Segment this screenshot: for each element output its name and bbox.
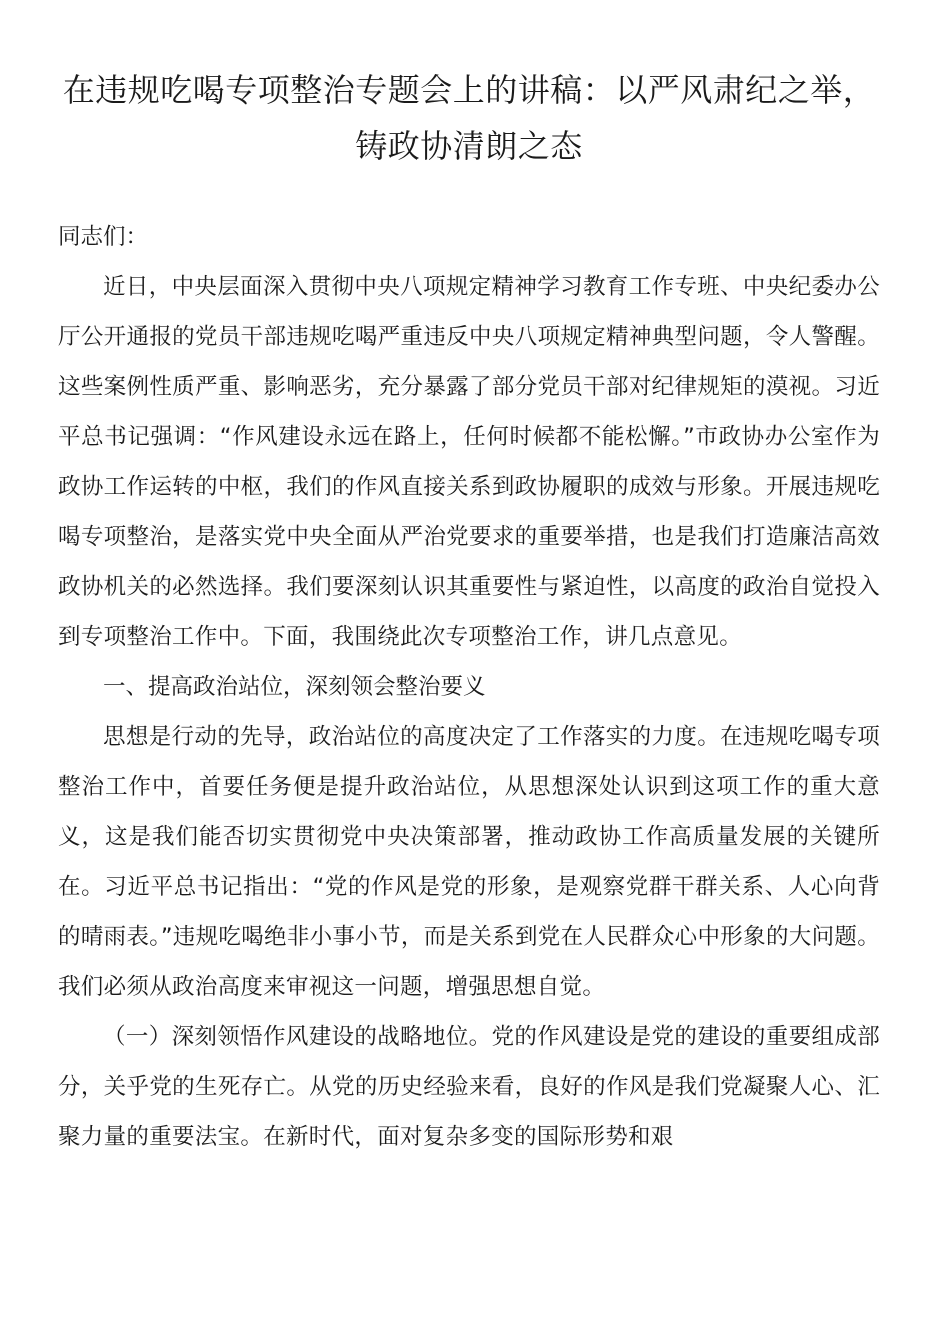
document-title: 在违规吃喝专项整治专题会上的讲稿：以严风肃纪之举，铸政协清朗之态	[62, 71, 876, 165]
section-heading-1: 一、提高政治站位，深刻领会整治要义	[103, 674, 486, 700]
section-1-paragraph: 思想是行动的先导，政治站位的高度决定了工作落实的力度。在违规吃喝专项整治工作中，首要任务便是提升政治站位，从思想深处认识到这项工作的重大意义，这是我们能否切实贯彻党中央决策部署，推动政协工作高质量发展的关键所在。习近平总书记指出：“党的作风是党的形象，是观察党群干群关系、人心向背的晴雨表。”违规吃喝绝非小事小节，而是关系到党在人民群众心中形象的大问题。我们必须从政治高度来审视这一问题，增强思想自觉。	[58, 724, 880, 1000]
document-page	[58, 62, 880, 1162]
salutation: 同志们：	[58, 224, 149, 250]
subsection-1-paragraph: （一）深刻领悟作风建设的战略地位。党的作风建设是党的建设的重要组成部分，关乎党的生死存亡。从党的历史经验来看，良好的作风是我们党凝聚人心、汇聚力量的重要法宝。在新时代，面对复杂多变的国际形势和艰	[58, 1024, 880, 1150]
intro-paragraph: 近日，中央层面深入贯彻中央八项规定精神学习教育工作专班、中央纪委办公厅公开通报的党员干部违规吃喝严重违反中央八项规定精神典型问题，令人警醒。这些案例性质严重、影响恶劣，充分暴露了部分党员干部对纪律规矩的漠视。习近平总书记强调：“作风建设永远在路上，任何时候都不能松懈。”市政协办公室作为政协工作运转的中枢，我们的作风直接关系到政协履职的成效与形象。开展违规吃喝专项整治，是落实党中央全面从严治党要求的重要举措，也是我们打造廉洁高效政协机关的必然选择。我们要深刻认识其重要性与紧迫性，以高度的政治自觉投入到专项整治工作中。下面，我围绕此次专项整治工作，讲几点意见。	[58, 274, 880, 650]
